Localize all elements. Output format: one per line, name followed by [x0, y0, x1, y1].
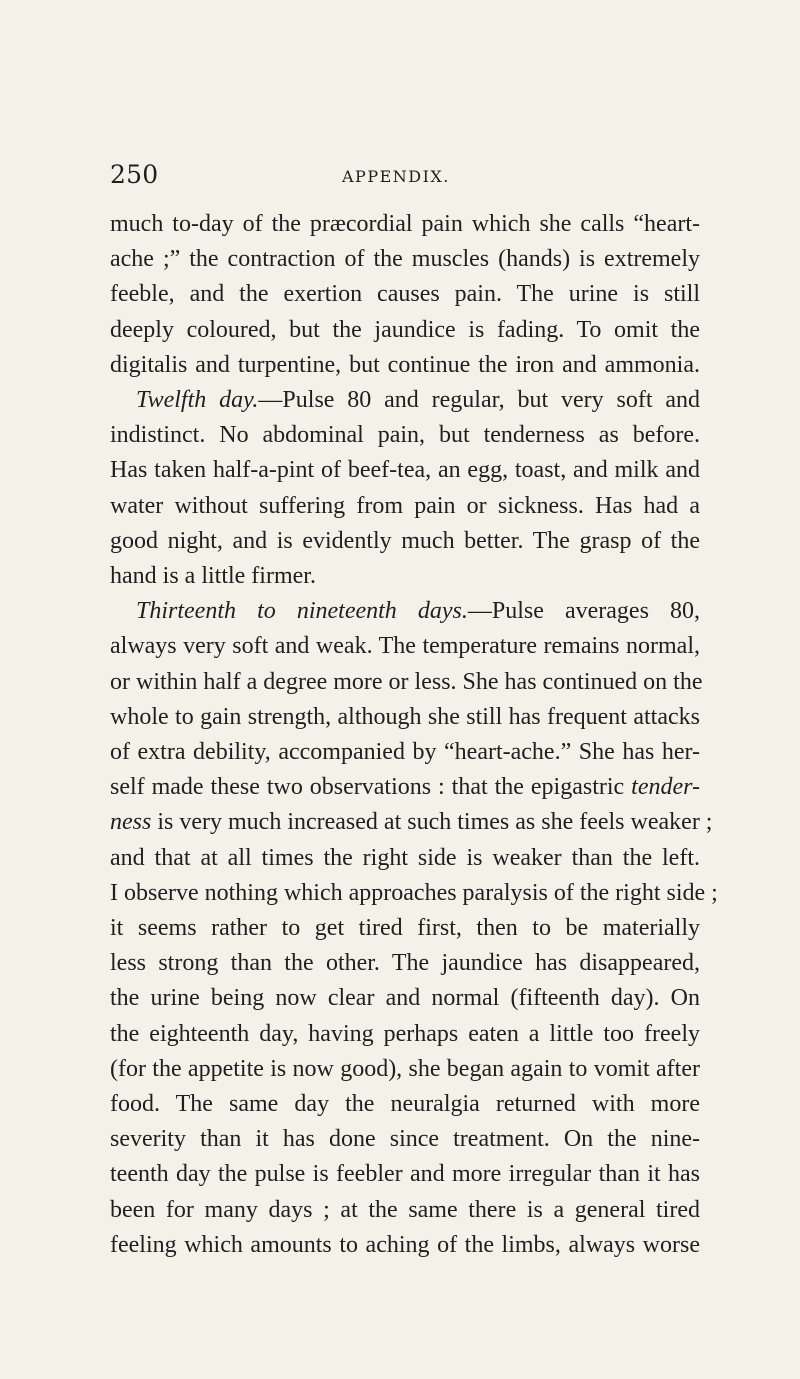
text-line: feeling which amounts to aching of the limbs, always worse: [110, 1231, 700, 1258]
text-line: of extra debility, accompanied by “heart-ache.” She has her-: [110, 739, 700, 766]
text-line: indistinct. No abdominal pain, but tenderness as before.: [110, 422, 700, 449]
text-line: ache ;” the contraction of the muscles (hands) is extremely: [110, 246, 700, 273]
text-line: severity than it has done since treatment. On the nine-: [110, 1126, 700, 1153]
text-line: I observe nothing which approaches paralysis of the right side ;: [110, 879, 718, 906]
page-header: [110, 160, 730, 192]
running-head: APPENDIX.: [342, 167, 450, 186]
text-line: deeply coloured, but the jaundice is fading. To omit the: [110, 316, 700, 343]
thirteenth-day-label: Thirteenth to nineteenth days.: [136, 598, 468, 625]
text-line: the urine being now clear and normal (fifteenth day). On: [110, 985, 700, 1012]
text-line: Has taken half-a-pint of beef-tea, an egg, toast, and milk and: [110, 457, 700, 484]
text-line: or within half a degree more or less. She has continued on the: [110, 668, 703, 695]
italic-word: tender-: [631, 774, 700, 801]
text-line: the eighteenth day, having perhaps eaten a little too freely: [110, 1020, 700, 1047]
text-line: feeble, and the exertion causes pain. The urine is still: [110, 281, 700, 308]
text-line: always very soft and weak. The temperature remains normal,: [110, 633, 700, 660]
tenderness-line: [110, 770, 700, 805]
italic-word: ness: [110, 809, 152, 836]
text-line: much to-day of the præcordial pain which she calls “heart-: [110, 211, 700, 237]
text-span: self made these two observations : that the epigastric: [110, 774, 632, 801]
thirteenth-day-line: [110, 594, 700, 629]
body-text: [110, 207, 718, 1263]
text-line: water without suffering from pain or sickness. Has had a: [110, 492, 700, 519]
twelfth-day-label: Twelfth day.: [136, 387, 259, 414]
text-span: —Pulse 80 and regular, but very soft and: [258, 387, 701, 414]
page-number: 250: [110, 160, 159, 189]
text-line: digitalis and turpentine, but continue the iron and ammonia.: [110, 351, 700, 378]
text-span: —Pulse averages 80,: [467, 598, 700, 625]
text-line: it seems rather to get tired first, then to be materially: [110, 915, 700, 942]
text-line: and that at all times the right side is weaker than the left.: [110, 844, 700, 871]
text-line: teenth day the pulse is feebler and more irregular than it has: [110, 1161, 700, 1188]
text-line: food. The same day the neuralgia returned with more: [110, 1091, 700, 1118]
text-line: good night, and is evidently much better. The grasp of the: [110, 527, 700, 554]
twelfth-day-line: [110, 383, 700, 418]
text-line: been for many days ; at the same there is a general tired: [110, 1196, 700, 1223]
text-line: hand is a little firmer.: [110, 563, 316, 590]
text-line: whole to gain strength, although she still has frequent attacks: [110, 703, 700, 730]
text-line: less strong than the other. The jaundice has disappeared,: [110, 950, 700, 977]
text-span: is very much increased at such times as she feels weaker ;: [151, 809, 713, 836]
tenderness-line-continued: [110, 805, 713, 840]
text-line: (for the appetite is now good), she began again to vomit after: [110, 1055, 700, 1082]
